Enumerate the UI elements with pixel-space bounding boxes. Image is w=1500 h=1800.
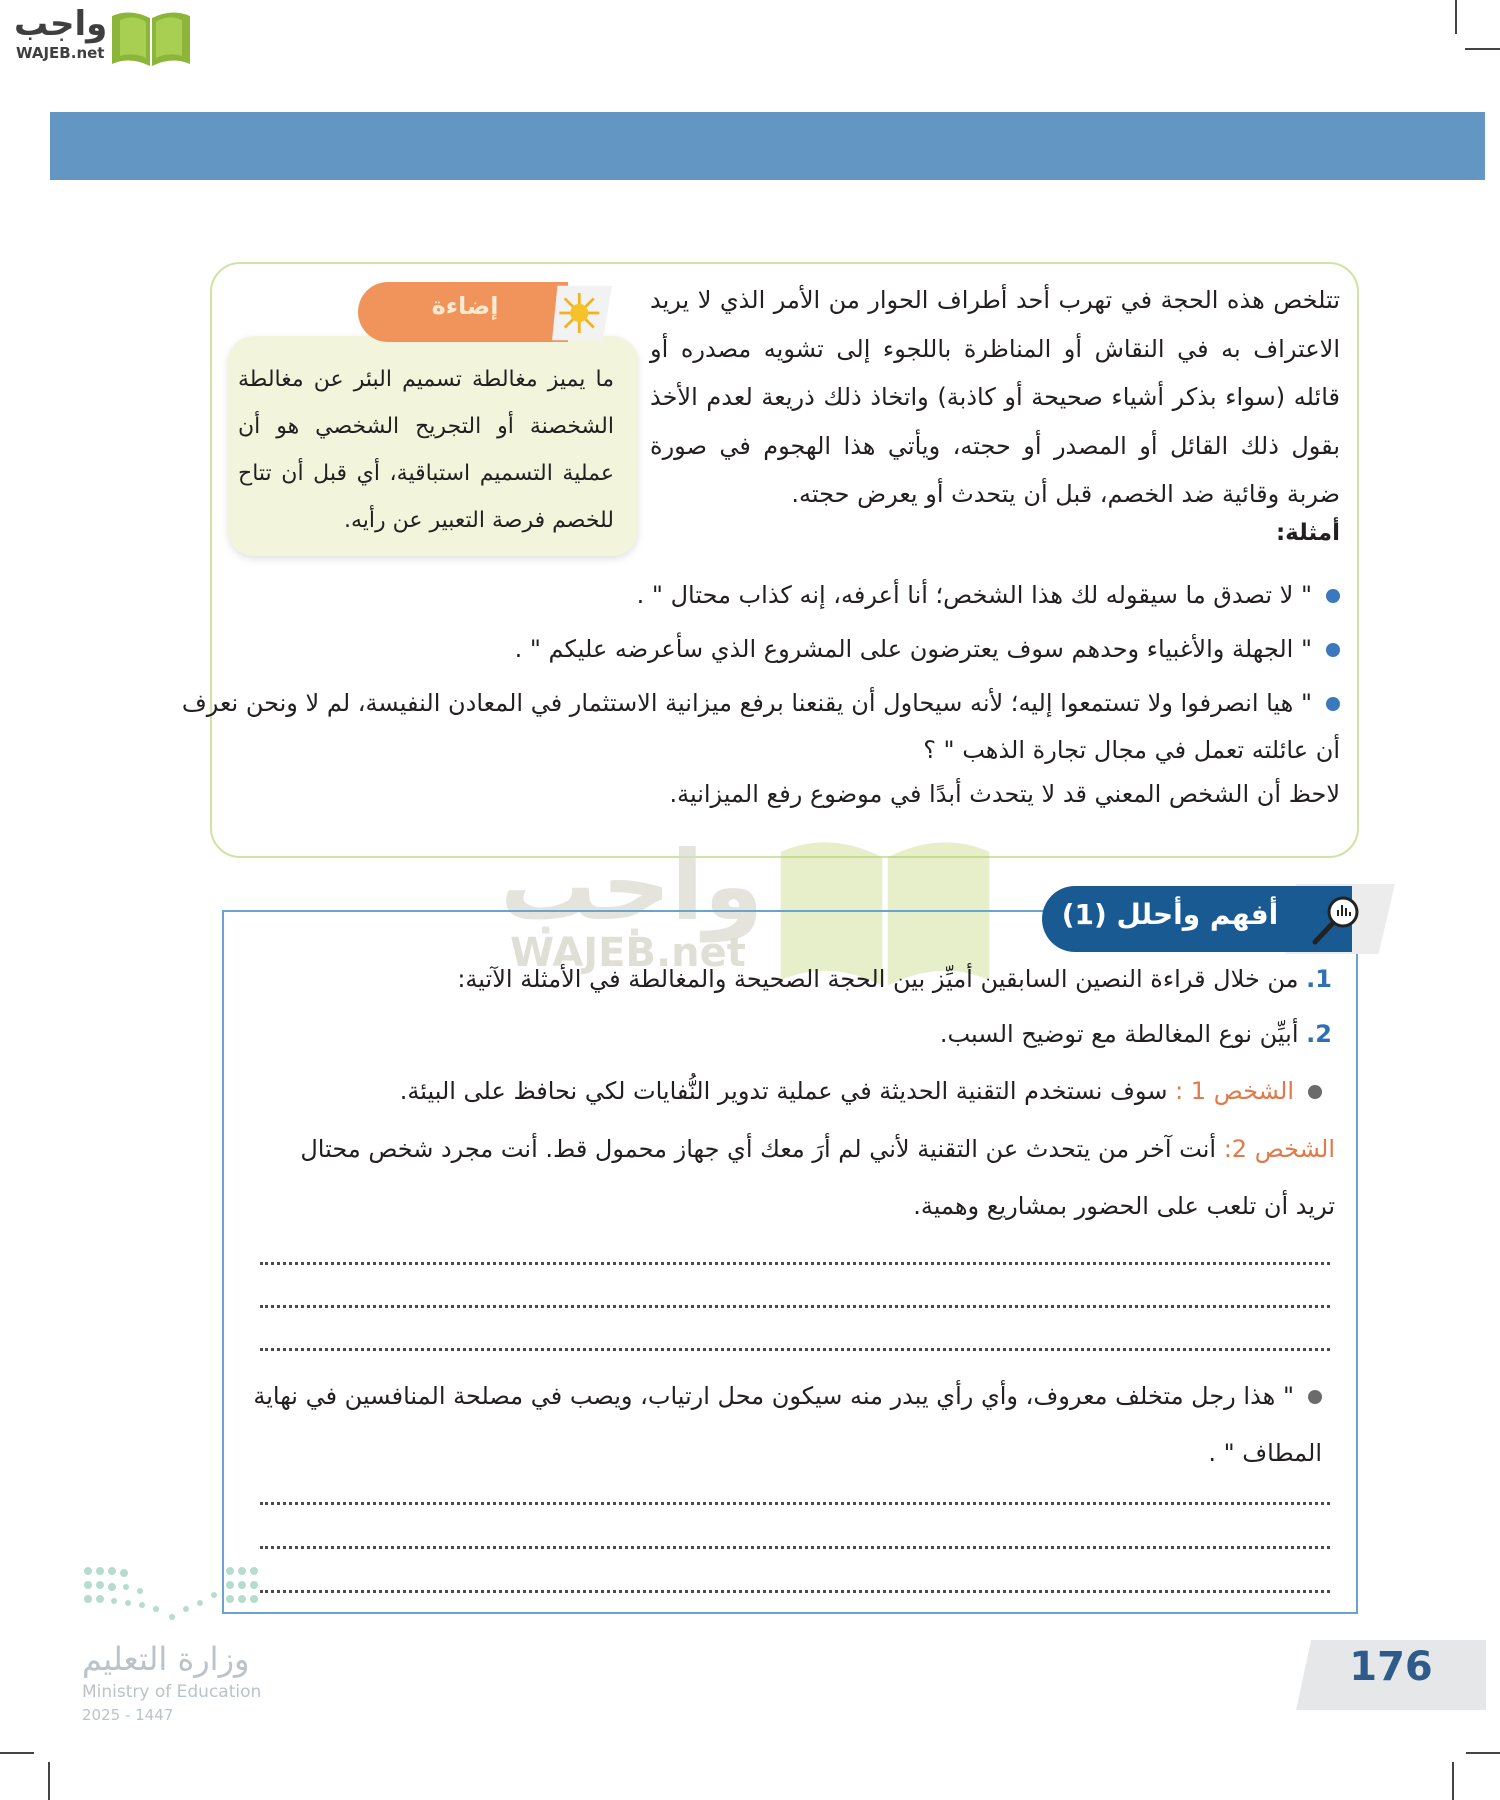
crop-mark bbox=[48, 1762, 50, 1800]
book-icon bbox=[108, 6, 194, 68]
example-text: " الجهلة والأغبياء وحدهم سوف يعترضون على المشروع الذي سأعرضه عليكم " . bbox=[514, 635, 1312, 663]
sun-icon bbox=[552, 284, 612, 342]
answer-line[interactable] bbox=[260, 1305, 1330, 1308]
answer-line[interactable] bbox=[260, 1546, 1330, 1549]
callout-text: ما يميز مغالطة تسميم البئر عن مغالطة الشخصنة أو التجريح الشخصي هو أن عملية التسميم استباقية، أي قبل أن تتاح للخصم فرصة التعبير عن رأيه. bbox=[238, 367, 614, 533]
magnifier-icon bbox=[1305, 890, 1371, 950]
quote-text: " هذا رجل متخلف معروف، وأي رأي يبدر منه سيكون محل ارتياب، ويصب في مصلحة المنافسين في نهاية المطاف " . bbox=[253, 1382, 1322, 1467]
question-number: 2. bbox=[1306, 1020, 1332, 1048]
answer-line[interactable] bbox=[260, 1262, 1330, 1265]
question-text: من خلال قراءة النصين السابقين أميِّز بين الحجة الصحيحة والمغالطة في الأمثلة الآتية: bbox=[457, 965, 1299, 993]
example-item bbox=[165, 680, 1340, 774]
speaker-label: الشخص 2: bbox=[1223, 1135, 1335, 1163]
ministry-logo-icon bbox=[82, 1565, 267, 1625]
answer-line[interactable] bbox=[260, 1590, 1330, 1593]
page-number: 176 bbox=[1349, 1644, 1433, 1690]
dialogue-line-2 bbox=[255, 1121, 1335, 1235]
question-number: 1. bbox=[1306, 965, 1332, 993]
quote-item bbox=[242, 1368, 1322, 1482]
question-1 bbox=[457, 965, 1332, 993]
speaker-label: الشخص 1 : bbox=[1175, 1077, 1294, 1105]
answer-line[interactable] bbox=[260, 1348, 1330, 1351]
logo-arabic: واجب bbox=[14, 4, 108, 44]
ministry-year: 2025 - 1447 bbox=[82, 1706, 174, 1724]
crop-mark bbox=[1455, 0, 1457, 34]
ministry-name-arabic: وزارة التعليم bbox=[82, 1640, 250, 1678]
crop-mark bbox=[1452, 1762, 1454, 1800]
example-text: " لا تصدق ما سيقوله لك هذا الشخص؛ أنا أعرفه، إنه كذاب محتال " . bbox=[636, 581, 1312, 609]
logo-latin: WAJEB.net bbox=[16, 44, 105, 62]
bullet-icon bbox=[1326, 589, 1340, 603]
question-text: أبيِّن نوع المغالطة مع توضيح السبب. bbox=[939, 1020, 1299, 1048]
bullet-icon bbox=[1326, 697, 1340, 711]
example-item bbox=[165, 572, 1340, 619]
example-item bbox=[165, 626, 1340, 673]
speaker-text: سوف نستخدم التقنية الحديثة في عملية تدوير النُّفايات لكي نحافظ على البيئة. bbox=[399, 1077, 1168, 1105]
main-paragraph: تتلخص هذه الحجة في تهرب أحد أطراف الحوار من الأمر الذي لا يريد الاعتراف به في النقاش أو المناظرة باللجوء إلى تشويه مصدره أو قائله (سواء بذكر أشياء صحيحة أو كاذبة) واتخاذ ذلك ذريعة لعدم الأخذ بقول ذلك القائل أو المصدر أو حجته، ويأتي هذا الهجوم في صورة ضربة وقائية ضد الخصم، قبل أن يتحدث أو يعرض حجته. bbox=[650, 286, 1340, 508]
bullet-icon bbox=[1308, 1390, 1322, 1404]
note-text: لاحظ أن الشخص المعني قد لا يتحدث أبدًا في موضوع رفع الميزانية. bbox=[669, 780, 1340, 808]
dialogue-line-1 bbox=[242, 1063, 1322, 1120]
header-banner bbox=[50, 112, 1485, 180]
crop-mark bbox=[1466, 1752, 1500, 1754]
watermark-arabic: واجب bbox=[500, 830, 764, 942]
bullet-icon bbox=[1308, 1085, 1322, 1099]
speaker-text: أنت آخر من يتحدث عن التقنية لأني لم أرَ معك أي جهاز محمول قط. أنت مجرد شخص محتال تريد أن تلعب على الحضور بمشاريع وهمية. bbox=[300, 1135, 1335, 1220]
crop-mark bbox=[1465, 48, 1500, 50]
wajeb-logo[interactable] bbox=[8, 4, 193, 68]
example-text: " هيا انصرفوا ولا تستمعوا إليه؛ لأنه سيحاول أن يقنعنا برفع ميزانية الاستثمار في المعادن النفيسة، لم لا ونحن نعرف أن عائلته تعمل في مجال تجارة الذهب " ؟ bbox=[181, 689, 1340, 764]
bullet-icon bbox=[1326, 643, 1340, 657]
examples-title: أمثلة: bbox=[1275, 520, 1340, 546]
callout-title: إضاءة bbox=[431, 292, 499, 320]
answer-line[interactable] bbox=[260, 1502, 1330, 1505]
ministry-name-english: Ministry of Education bbox=[82, 1682, 262, 1702]
crop-mark bbox=[0, 1752, 34, 1754]
question-2 bbox=[940, 1020, 1332, 1048]
activity-title: أفهم وأحلل (1) bbox=[1061, 898, 1279, 931]
watermark-latin: WAJEB.net bbox=[510, 930, 746, 976]
